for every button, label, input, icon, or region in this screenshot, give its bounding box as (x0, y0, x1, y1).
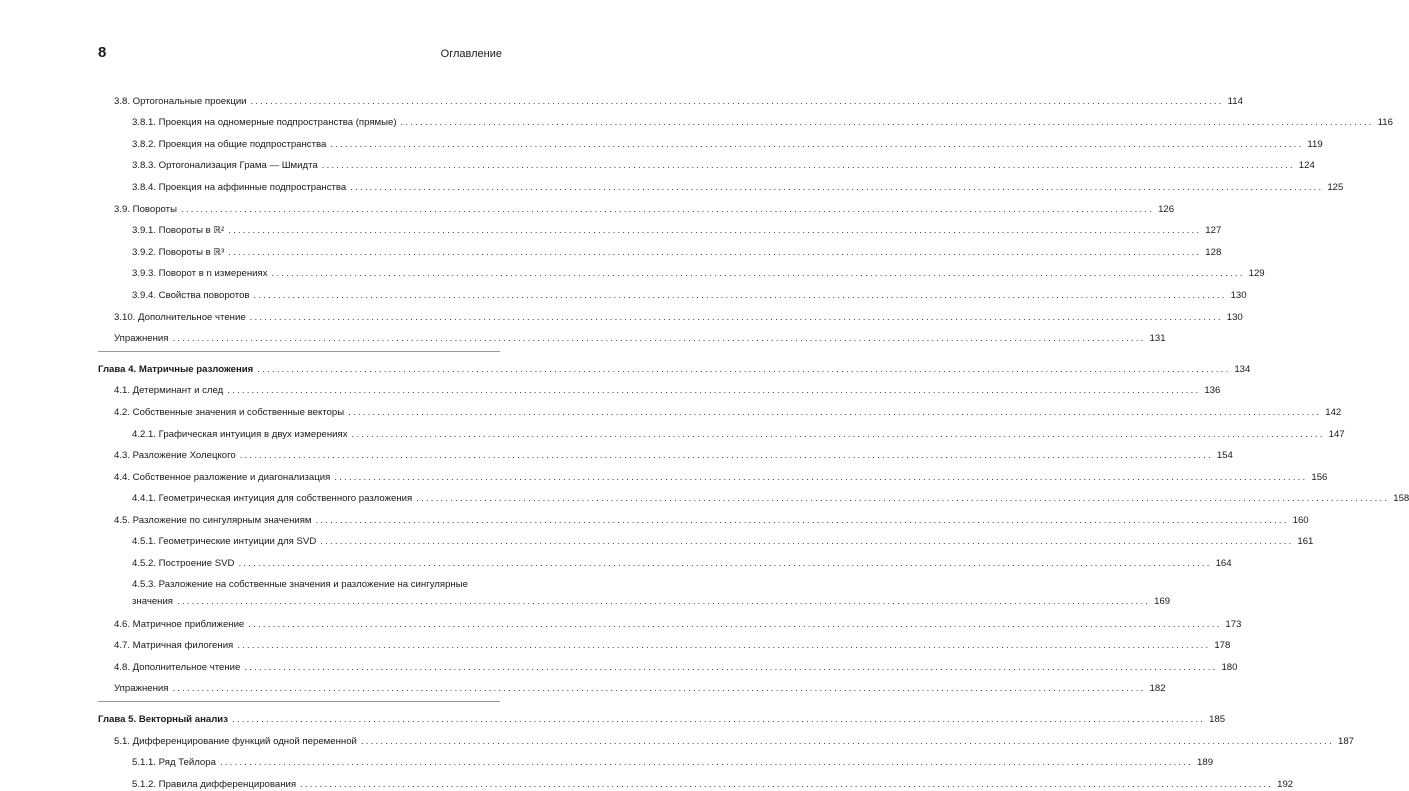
leader-dots: ........................................................................................................................................................................................................ (219, 757, 1194, 769)
leader-dots: ........................................................................................................................................................................................................ (321, 160, 1295, 172)
toc-entry-title: 3.8.1. Проекция на одномерные подпространства (прямые) (132, 117, 397, 129)
toc-entry[interactable] (98, 609, 1242, 631)
leader-dots: ........................................................................................................................................................................................................ (228, 246, 1202, 258)
toc-page-number: 125 (1327, 181, 1344, 193)
toc-entry-title: 4.7. Матричная филогения (114, 640, 234, 652)
toc-entry[interactable] (98, 505, 1309, 527)
toc-page-number: 189 (1197, 757, 1214, 769)
toc-entry[interactable] (98, 748, 1214, 770)
toc-page-number: 127 (1205, 225, 1222, 237)
toc-entry-title: 4.5.2. Построение SVD (132, 558, 235, 570)
toc-group-chapter5 (98, 726, 1354, 791)
toc-entry[interactable] (98, 548, 1232, 570)
leader-dots: ........................................................................................................................................................................................................ (250, 95, 1224, 107)
toc-entry[interactable] (98, 376, 1221, 398)
page-number: 8 (98, 44, 107, 61)
toc-entry[interactable] (98, 726, 1354, 748)
leader-dots: ........................................................................................................................................................................................................ (228, 225, 1202, 237)
toc-page-number: 185 (1209, 714, 1226, 726)
toc-page-number: 160 (1292, 514, 1309, 526)
leader-dots: ........................................................................................................................................................................................................ (180, 203, 1155, 215)
toc-page-number: 119 (1307, 138, 1323, 150)
toc-page-number: 178 (1214, 640, 1231, 652)
toc-entry-title: 3.9.3. Поворот в n измерениях (132, 268, 268, 280)
toc-entry-title: 3.9.4. Свойства поворотов (132, 289, 250, 301)
leader-dots: ........................................................................................................................................................................................................ (172, 333, 1146, 345)
leader-dots: ........................................................................................................................................................................................................ (257, 363, 1231, 375)
toc-page-number: 187 (1337, 735, 1354, 747)
toc-entry[interactable] (98, 151, 1315, 173)
divider (98, 701, 500, 702)
toc-entry[interactable] (98, 484, 1409, 506)
toc-entry-title: 4.2.1. Графическая интуиция в двух измерениях (132, 428, 348, 440)
toc-page-number: 173 (1225, 618, 1242, 630)
toc-page-number: 154 (1216, 450, 1233, 462)
toc-entry[interactable] (98, 769, 1294, 791)
toc-entry[interactable] (98, 216, 1222, 238)
toc-page-number: 134 (1234, 363, 1251, 375)
toc-page-number: 130 (1226, 311, 1243, 323)
toc-entry[interactable] (98, 441, 1233, 463)
toc-chapter-title: Глава 5. Векторный анализ (98, 714, 228, 726)
toc-entry-title: 4.4. Собственное разложение и диагонализация (114, 471, 331, 483)
leader-dots: ........................................................................................................................................................................................................ (300, 778, 1274, 790)
toc-entry[interactable] (98, 237, 1222, 259)
toc-page-number: 114 (1227, 95, 1243, 107)
toc-page-number: 116 (1377, 117, 1393, 129)
leader-dots: ........................................................................................................................................................................................................ (237, 640, 1211, 652)
toc-entry-title: 4.2. Собственные значения и собственные векторы (114, 406, 345, 418)
toc-entry[interactable] (98, 302, 1243, 324)
toc-entry[interactable] (98, 194, 1175, 216)
toc-page-number: 169 (1154, 596, 1171, 608)
toc-entry[interactable] (98, 419, 1345, 441)
divider (98, 351, 500, 352)
toc-entry-title: 5.1.1. Ряд Тейлора (132, 757, 216, 769)
leader-dots: ........................................................................................................................................................................................................ (350, 181, 1324, 193)
toc-page-number: 136 (1204, 385, 1221, 397)
leader-dots: ........................................................................................................................................................................................................ (248, 618, 1222, 630)
toc-entry-title: 3.8.2. Проекция на общие подпространства (132, 138, 327, 150)
toc-entry-title: 4.4.1. Геометрическая интуиция для собственного разложения (132, 493, 413, 505)
toc-group-chapter4-a (98, 376, 1409, 570)
toc-chapter-5[interactable] (98, 704, 1226, 726)
toc-entry-title: Упражнения (114, 683, 169, 695)
leader-dots: ........................................................................................................................................................................................................ (231, 714, 1206, 726)
toc-entry-title: 3.9.1. Повороты в ℝ² (132, 225, 225, 237)
toc-entry-title: 4.5. Разложение по сингулярным значениям (114, 514, 312, 526)
toc-entry[interactable] (98, 108, 1393, 130)
toc-page-number: 182 (1149, 683, 1166, 695)
toc-page-number: 161 (1297, 536, 1314, 548)
leader-dots: ........................................................................................................................................................................................................ (315, 514, 1289, 526)
toc-group-chapter4-b (98, 609, 1242, 695)
leader-dots: ........................................................................................................................................................................................................ (416, 493, 1390, 505)
toc-page-number: 131 (1149, 333, 1166, 345)
toc-entry[interactable] (98, 631, 1231, 653)
toc-page-number: 147 (1328, 428, 1345, 440)
toc-entry-title: 3.9. Повороты (114, 203, 177, 215)
toc-entry-title: 5.1. Дифференцирование функций одной переменной (114, 735, 357, 747)
toc-entry[interactable] (98, 527, 1314, 549)
toc-page-number: 126 (1158, 203, 1175, 215)
toc-entry-title: 3.10. Дополнительное чтение (114, 311, 246, 323)
toc-entry[interactable] (98, 674, 1166, 696)
leader-dots: ........................................................................................................................................................................................................ (271, 268, 1245, 280)
leader-dots: ........................................................................................................................................................................................................ (253, 289, 1227, 301)
toc-entry-title: 4.3. Разложение Холецкого (114, 450, 236, 462)
leader-dots: ........................................................................................................................................................................................................ (348, 406, 1322, 418)
toc-entry-title: 3.8. Ортогональные проекции (114, 95, 247, 107)
toc-entry[interactable] (98, 652, 1238, 674)
leader-dots: ........................................................................................................................................................................................................ (227, 385, 1201, 397)
running-head: Оглавление (440, 48, 502, 60)
toc-page-number: 164 (1215, 558, 1232, 570)
toc-entry-title: 4.6. Матричное приближение (114, 618, 245, 630)
toc-entry-title: 3.9.2. Повороты в ℝ³ (132, 246, 225, 258)
toc-entry[interactable] (98, 324, 1166, 346)
toc-entry-title: 4.1. Детерминант и след (114, 385, 224, 397)
toc-entry[interactable] (98, 172, 1344, 194)
toc-entry-title-line1: 4.5.3. Разложение на собственные значения и разложение на сингулярные (132, 579, 468, 591)
leader-dots: ........................................................................................................................................................................................................ (177, 596, 1151, 608)
toc-entry-title-line2: значения (132, 596, 174, 608)
page-header (98, 44, 502, 64)
toc-entry-title: Упражнения (114, 333, 169, 345)
leader-dots: ........................................................................................................................................................................................................ (351, 428, 1325, 440)
leader-dots: ........................................................................................................................................................................................................ (400, 117, 1374, 129)
leader-dots: ........................................................................................................................................................................................................ (320, 536, 1294, 548)
toc-page-number: 130 (1230, 289, 1247, 301)
toc-entry[interactable] (98, 462, 1328, 484)
toc-entry-4-5-3[interactable] (98, 570, 1171, 609)
toc-page-number: 180 (1221, 661, 1238, 673)
leader-dots: ........................................................................................................................................................................................................ (249, 311, 1223, 323)
toc-page-number: 124 (1298, 160, 1315, 172)
toc-entry-title: 4.5.1. Геометрические интуиции для SVD (132, 536, 317, 548)
toc-chapter-title: Глава 4. Матричные разложения (98, 363, 254, 375)
leader-dots: ........................................................................................................................................................................................................ (334, 471, 1308, 483)
toc-entry[interactable] (98, 259, 1265, 281)
toc-page-number: 158 (1393, 493, 1409, 505)
toc-entry[interactable] (98, 86, 1243, 108)
toc-page-number: 142 (1325, 406, 1342, 418)
toc-entry[interactable] (98, 129, 1323, 151)
leader-dots: ........................................................................................................................................................................................................ (360, 735, 1334, 747)
leader-dots: ........................................................................................................................................................................................................ (238, 558, 1212, 570)
toc-entry-title: 3.8.4. Проекция на аффинные подпространства (132, 181, 347, 193)
toc-entry[interactable] (98, 280, 1247, 302)
table-of-contents (98, 86, 1409, 791)
toc-entry-title: 5.1.2. Правила дифференцирования (132, 778, 297, 790)
leader-dots: ........................................................................................................................................................................................................ (172, 683, 1146, 695)
toc-page-number: 156 (1311, 471, 1328, 483)
toc-group-chapter3 (98, 86, 1393, 345)
leader-dots: ........................................................................................................................................................................................................ (244, 661, 1218, 673)
toc-page-number: 128 (1205, 246, 1222, 258)
toc-chapter-4[interactable] (98, 354, 1251, 376)
toc-entry-title: 4.8. Дополнительное чтение (114, 661, 241, 673)
toc-page-number: 129 (1248, 268, 1265, 280)
toc-entry[interactable] (98, 397, 1342, 419)
toc-entry-title: 3.8.3. Ортогонализация Грама — Шмидта (132, 160, 318, 172)
toc-page-number: 192 (1277, 778, 1294, 790)
leader-dots: ........................................................................................................................................................................................................ (330, 138, 1304, 150)
leader-dots: ........................................................................................................................................................................................................ (239, 450, 1213, 462)
